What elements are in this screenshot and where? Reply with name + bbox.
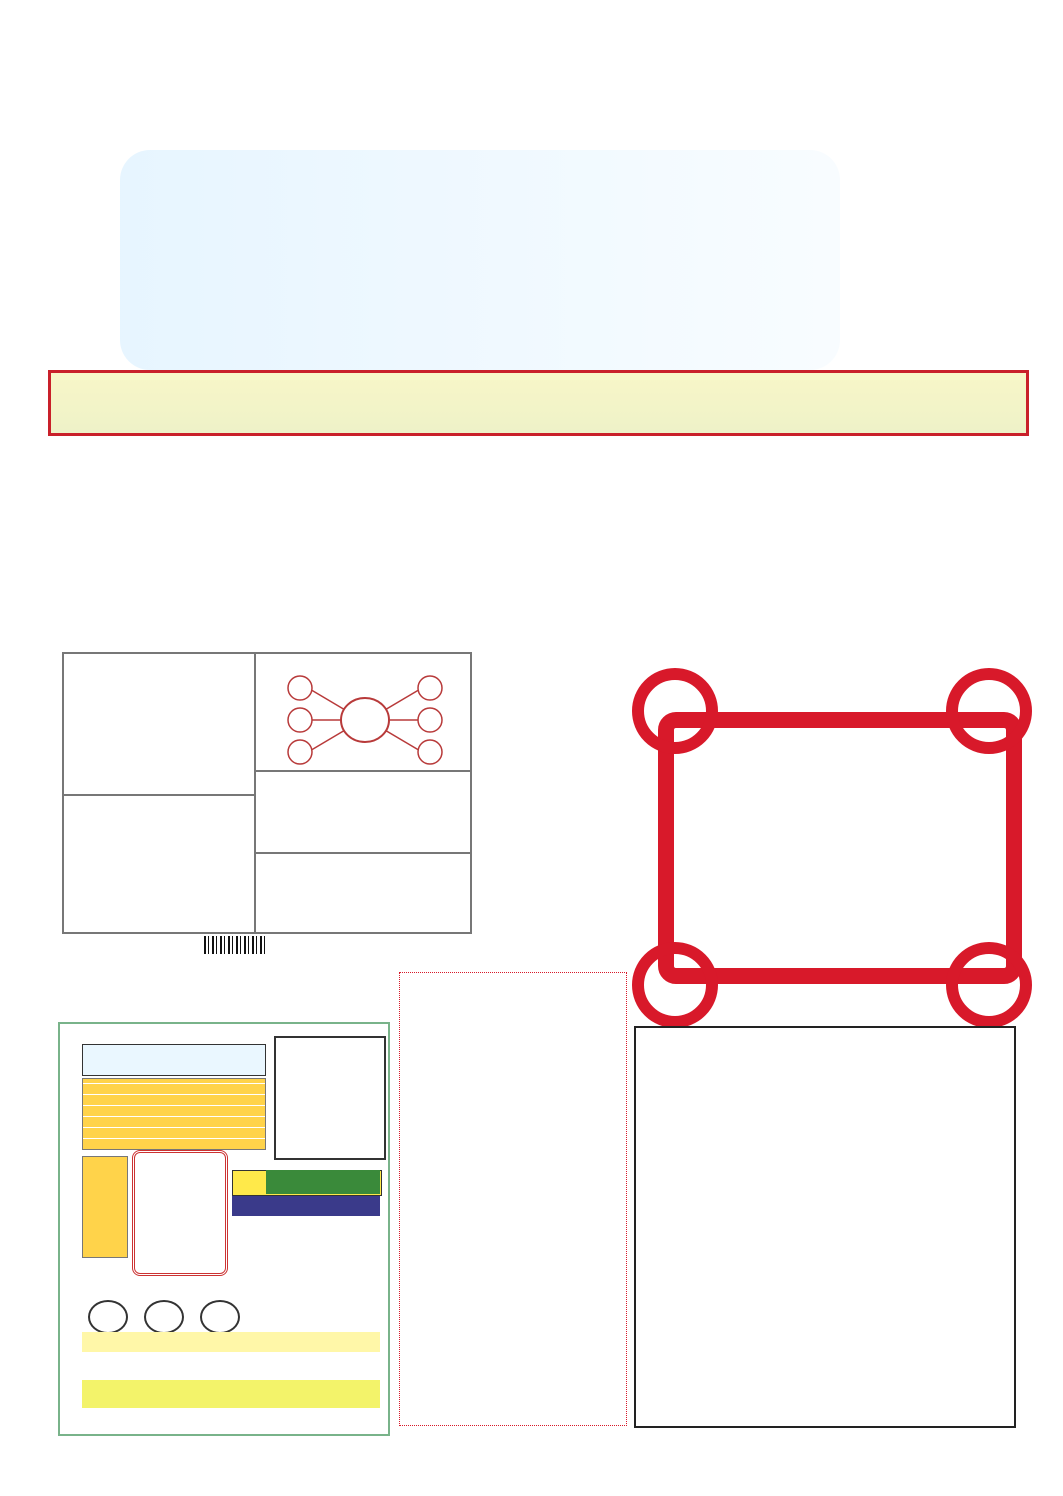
- slang-banner: [48, 370, 1029, 436]
- ball-icon: [946, 668, 1032, 754]
- color-green: [88, 1300, 128, 1334]
- card-frame: [62, 652, 472, 934]
- ball-icon: [632, 668, 718, 754]
- color-red: [144, 1300, 184, 1334]
- ball-icon: [946, 942, 1032, 1028]
- info-card: [58, 618, 473, 963]
- newspaper: [58, 1022, 390, 1436]
- color-blue: [200, 1300, 240, 1334]
- pig-formula-box: [634, 1026, 1016, 1428]
- watermark-band: [120, 150, 840, 370]
- barcode-icon: [204, 936, 266, 954]
- paper-grid: [82, 1078, 266, 1150]
- ball-icon: [632, 942, 718, 1028]
- fax-frame: [658, 712, 1022, 984]
- verse-box: [399, 972, 627, 1426]
- number-wheel: [262, 674, 468, 768]
